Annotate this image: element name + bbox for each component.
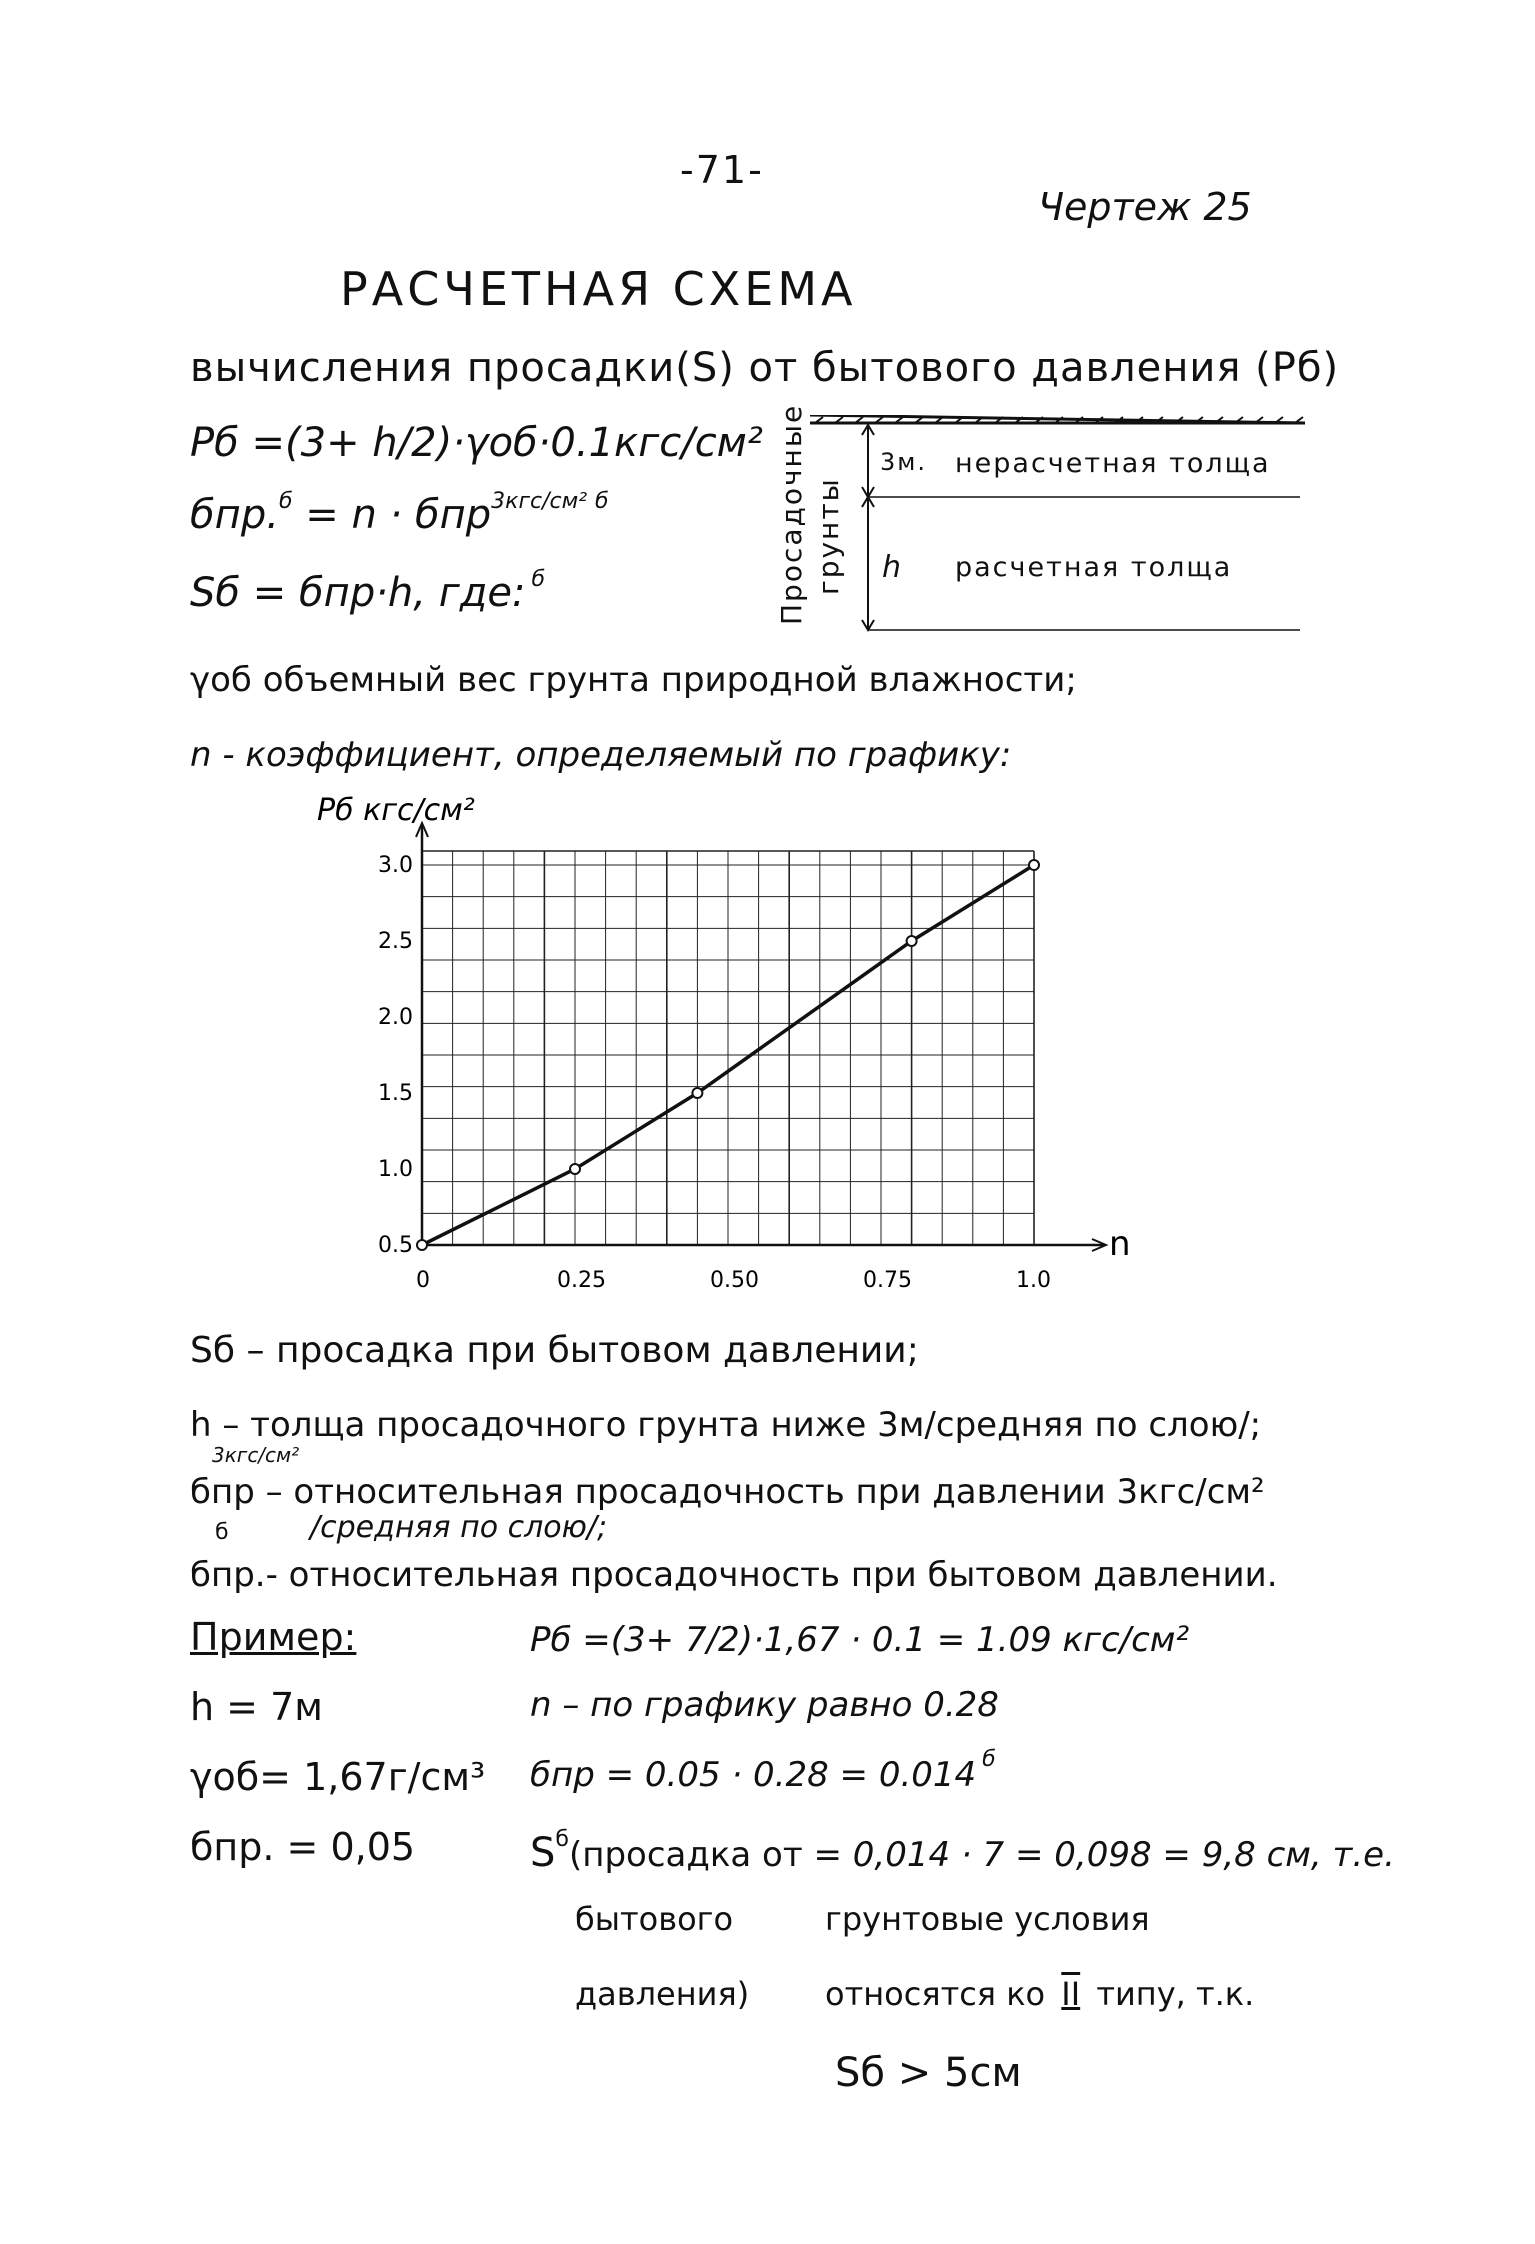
legend-s: Sб – просадка при бытовом давлении;: [190, 1330, 919, 1371]
x-tick-label: 0.50: [710, 1268, 759, 1290]
data-point: [692, 1088, 702, 1098]
data-point: [1029, 860, 1039, 870]
y-tick-label: 0.5: [378, 1233, 413, 1258]
example-d-calc-sup: б: [982, 1747, 996, 1772]
example-h: h = 7м: [190, 1685, 323, 1729]
y-tick-label: 1.0: [378, 1157, 413, 1182]
legend-d3-sup: 3кгс/см²: [212, 1443, 300, 1467]
example-s-sup: б: [555, 1827, 569, 1852]
y-tick-label: 1.5: [378, 1081, 413, 1106]
definition-gamma: γоб объемный вес грунта природной влажности;: [190, 660, 1077, 700]
h-label: h: [882, 550, 904, 585]
example-s-calc: [530, 1827, 1395, 1876]
x-tick-label: 1.0: [1016, 1268, 1051, 1290]
formula-sb: [190, 567, 546, 616]
example-d: бпр. = 0,05: [190, 1825, 416, 1869]
example-conclusion2: [825, 1975, 1254, 2013]
formula-sb-text: Sб = бпр·h, где:: [190, 570, 526, 616]
legend-d3: бпр – относительная просадочность при давлении 3кгс/см²: [190, 1472, 1265, 1512]
example-d-calc-text: бпр = 0.05 · 0.28 = 0.014: [530, 1755, 977, 1795]
example-conclusion4: Sб > 5см: [835, 2050, 1022, 2096]
page-number: -71-: [680, 148, 764, 192]
example-gamma: γоб= 1,67г/см³: [190, 1755, 486, 1799]
example-heading: Пример:: [190, 1615, 357, 1659]
example-s-paren3: давления): [575, 1975, 750, 2013]
top-layer-label: нерасчетная толща: [955, 448, 1271, 479]
x-tick-label: 0: [416, 1268, 430, 1290]
formula-bpr-rhs: = n · бпр: [305, 492, 492, 538]
formula-bpr: [190, 489, 609, 538]
top-depth: 3м.: [880, 448, 928, 476]
page-title: РАСЧЕТНАЯ СХЕМА: [340, 262, 857, 316]
data-point: [570, 1164, 580, 1174]
legend-db-sup: б: [215, 1520, 229, 1545]
example-conclusion-type: II: [1061, 1975, 1081, 2013]
example-d-calc: [530, 1747, 996, 1795]
legend-h: h – толща просадочного грунта ниже 3м/средняя по слою/;: [190, 1405, 1262, 1445]
data-point: [907, 936, 917, 946]
x-axis-label: n: [1109, 1224, 1131, 1264]
chart: [300, 790, 1160, 1290]
example-s-paren: (просадка от: [568, 1835, 803, 1875]
y-tick-label: 2.5: [378, 929, 413, 954]
formula-sb-sup: б: [531, 567, 546, 592]
example-n-calc: n – по графику равно 0.28: [530, 1685, 999, 1725]
example-s-value: = 0,014 · 7 = 0,098 = 9,8 см, т.е.: [813, 1835, 1395, 1875]
legend-d3-cont: /средняя по слою/;: [310, 1510, 608, 1545]
example-s-prefix: S: [530, 1830, 556, 1876]
example-s-paren2: бытового: [575, 1900, 734, 1938]
side-label-2: грунты: [812, 477, 845, 595]
x-tick-label: 0.75: [863, 1268, 912, 1290]
bottom-layer-label: расчетная толща: [955, 552, 1233, 583]
ground-hatch: [810, 415, 1305, 423]
formula-bpr-rhs-sup: 3кгс/см²: [491, 489, 588, 514]
definition-n: n - коэффициент, определяемый по графику:: [190, 735, 1012, 775]
example-p-calc: Pб =(3+ 7/2)·1,67 · 0.1 = 1.09 кгс/см²: [530, 1620, 1190, 1660]
example-conclusion2-text: относятся ко: [825, 1975, 1046, 2013]
legend-db: бпр.- относительная просадочность при бытовом давлении.: [190, 1555, 1278, 1595]
example-conclusion3: типу, т.к.: [1096, 1975, 1255, 2013]
data-point: [417, 1240, 427, 1250]
side-label-1: Просадочные: [775, 403, 808, 625]
y-axis-label: Pб кгс/см²: [317, 793, 475, 828]
formula-bpr-lhs-sup: б: [278, 489, 293, 514]
formula-bpr-lhs: бпр.: [190, 492, 279, 538]
x-tick-label: 0.25: [557, 1268, 606, 1290]
formula-bpr-rhs-sup2: б: [595, 489, 609, 514]
example-conclusion1: грунтовые условия: [825, 1900, 1150, 1938]
y-tick-label: 2.0: [378, 1005, 413, 1030]
drawing-number: Чертеж 25: [1038, 185, 1252, 229]
y-tick-label: 3.0: [378, 853, 413, 878]
formula-pb: Pб =(3+ h/2)·γоб·0.1кгс/см²: [190, 420, 763, 466]
page-subtitle: вычисления просадки(S) от бытового давления (Pб): [190, 345, 1340, 391]
